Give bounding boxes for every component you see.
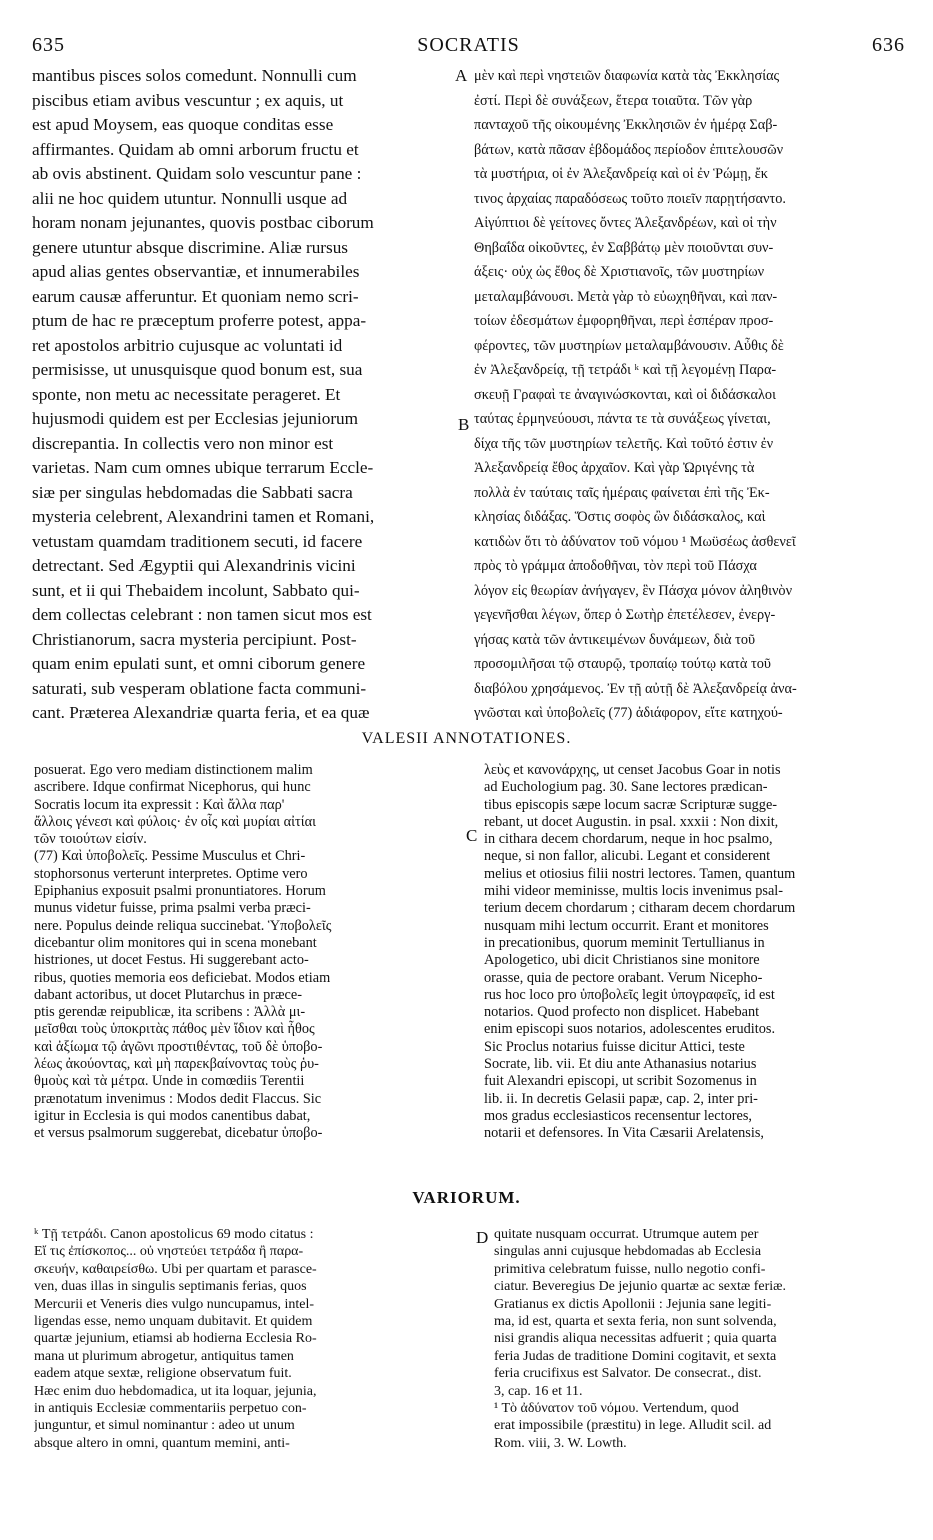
text-line: Θηβαΐδα οἰκοῦντες, ἐν Σαββάτῳ μὲν ποιοῦνται συν- <box>474 239 774 256</box>
text-line: Christianorum, sacra mysteria percipiunt. Post- <box>32 629 357 649</box>
text-line: histriones, ut docet Festus. Hi suggerebant acto- <box>34 952 309 969</box>
text-line: σκευήν, καθαιρείσθω. Ubi per quartam et parasce- <box>34 1261 317 1277</box>
text-line: dabant actoribus, ut docet Plutarchus in præce- <box>34 986 302 1003</box>
text-line: lib. ii. In decretis Gelasii papæ, cap. 2, inter pri- <box>484 1090 758 1107</box>
text-line: fuit Alexandri episcopi, ut scribit Sozomenus in <box>484 1073 757 1090</box>
text-line: est apud Moysem, eas quoque conditas esse <box>32 115 334 134</box>
text-line: γεγενῆσθαι λέγων, ὅπερ ὁ Σωτὴρ ἐπετέλεσεν, ἐνεργ- <box>474 607 776 623</box>
text-line: Αἰγύπτιοι δὲ γείτονες ὄντες Ἀλεξανδρέων, καὶ οἱ τὴν <box>474 215 777 231</box>
text-line: eadem atque sextæ, religione observatum fuit. <box>34 1366 292 1382</box>
text-line: βάτων, κατὰ πᾶσαν ἑβδομάδος περίοδον ἐπιτελουσῶν <box>474 141 784 158</box>
latin-text-column <box>32 64 462 726</box>
text-line: Rom. viii, 3. W. Lowth. <box>494 1435 627 1451</box>
text-line: nisi grandis aliqua necessitas adfuerit ; quia quarta <box>494 1331 777 1347</box>
text-line: dicebantur olim monitores qui in scena monebant <box>34 934 317 951</box>
text-line: erat impossibile (præstitu) in lege. Alludit scil. ad <box>494 1418 772 1434</box>
margin-marker-c: C <box>466 826 478 845</box>
text-line: stophorsonus verterunt interpretes. Optime vero <box>34 865 308 882</box>
text-line: ᵏ Τῇ τετράδι. Canon apostolicus 69 modo citatus : <box>34 1227 314 1242</box>
text-line: ταύτας ἑρμηνεύουσι, πάντα τε τὰ συνάξεως γίνεται, <box>474 411 771 427</box>
text-line: piscibus etiam avibus vescuntur ; ex aquis, ut <box>32 90 344 110</box>
text-line: permisisse, ut unusquisque quod bonum est, sua <box>32 360 363 379</box>
text-line: sponte, non metu ac necessitate perageret. Et <box>32 384 341 404</box>
text-line: saturati, sub vesperam oblatione facta communi- <box>32 678 367 698</box>
text-line: γνῶσται καὶ ὑποβολεῖς (77) ἀδιάφορον, εἴτε κατηχού- <box>474 705 783 721</box>
running-title: SOCRATIS <box>417 34 520 56</box>
text-line: ligendas esse, nemo unquam dubitavit. Et quidem <box>34 1314 313 1330</box>
text-line: quam enim epulati sunt, et omni ciborum genere <box>32 654 366 673</box>
text-line: Epiphanius exposuit psalmi pronuntiatores. Horum <box>34 883 326 900</box>
text-line: τοίων ἐδεσμάτων ἐμφορηθῆναι, περὶ ἑσπέραν προσ- <box>474 313 774 329</box>
text-line: feria crucifixus est Salvator. De consecrat., dist. <box>494 1366 762 1382</box>
text-line: Hæc enim duo hebdomadica, ut ita loquar, jejunia, <box>34 1383 317 1399</box>
page-number-right: 636 <box>872 34 905 56</box>
variorum-notes-left <box>34 1226 470 1452</box>
text-line: junguntur, et simul nominantur : adeo ut unum <box>34 1418 295 1434</box>
text-line: nusquam mihi lectum occurrit. Erant et monitores <box>484 917 769 934</box>
text-line: sunt, et ii qui Thebaidem incolunt, Sabbato qui- <box>32 580 360 600</box>
text-line: ad Euchologium pag. 30. Sane lectores prædican- <box>484 779 768 796</box>
text-line: posuerat. Ego vero mediam distinctionem malim <box>34 762 313 778</box>
text-line: rebant, ut docet Augustin. in psal. xxxii : Non dixit, <box>484 813 779 830</box>
text-line: μεταλαμβάνουσι. Μετὰ γὰρ τὸ εὐωχηθῆναι, καὶ παν- <box>474 288 778 305</box>
variorum-notes-right <box>494 1226 904 1452</box>
text-line: κλησίας διδάξας. Ὅστις σοφὸς ὢν διδάσκαλος, καὶ <box>474 509 766 525</box>
text-line: alii ne hoc quidem utuntur. Nonnulli usque ad <box>32 188 348 208</box>
text-line: Ἀλεξανδρείᾳ ἔθος ἀρχαῖον. Καὶ γὰρ Ὠριγένης τὰ <box>474 460 755 476</box>
valesii-annotations-heading: VALESII ANNOTATIONES. <box>361 730 572 747</box>
text-line: feria Judas de traditione Domini cogitavit, et sexta <box>494 1348 777 1364</box>
text-line: cant. Præterea Alexandriæ quarta feria, et ea quæ <box>32 703 370 722</box>
text-line: ribus, quoties memoria eos deficiebat. Modos etiam <box>34 969 331 986</box>
text-line: prænotatum invenimus : Modos dedit Flaccus. Sic <box>34 1090 322 1107</box>
text-line: neque, si non fallor, alicubi. Legant et considerent <box>484 848 771 865</box>
text-line: apud alias gentes observantiæ, et innumerabiles <box>32 262 360 281</box>
text-line: varietas. Nam cum omnes ubique terrarum Eccle- <box>32 458 374 477</box>
text-line: ἄλλοις γένεσι καὶ φύλοις· ἐν οἷς καὶ μυρίαι αἰτίαι <box>34 813 316 830</box>
text-line: τὰ μυστήρια, οἱ ἐν Ἀλεξανδρείᾳ καὶ οἱ ἐν Ῥώμῃ, ἔκ <box>474 166 768 182</box>
text-line: ciatur. Beveregius De jejunio quartæ ac sextæ feriæ. <box>494 1279 786 1295</box>
text-line: δίχα τῆς τῶν μυστηρίων τελετῆς. Καὶ τοῦτό ἐστιν ἐν <box>474 435 774 452</box>
text-line: ἐστί. Περὶ δὲ συνάξεων, ἕτερα τοιαῦτα. Τῶν γὰρ <box>474 92 753 109</box>
margin-marker-a: A <box>455 66 468 85</box>
margin-marker-d: D <box>476 1228 489 1247</box>
text-line: Gratianus ex dictis Apollonii : Jejunia sane legiti- <box>494 1296 772 1312</box>
text-line: terium decem chordarum ; citharam decem chordarum <box>484 900 796 917</box>
text-line: Socrate, lib. vii. Et diu ante Athanasius notarius <box>484 1056 757 1073</box>
text-line: in precationibus, quorum meminit Tertullianus in <box>484 934 765 951</box>
text-line: mana ut plurimum abrogetur, antiquitus tamen <box>34 1348 294 1364</box>
text-line: orasse, quia de pectore orabant. Verum Nicepho- <box>484 969 763 986</box>
text-line: siæ per singulas hebdomadas die Sabbati sacra <box>32 482 353 502</box>
text-line: hujusmodi quidem est per Ecclesias jejuniorum <box>32 409 359 428</box>
text-line: primitiva celebratum fuisse, nullo negotio confi- <box>494 1261 766 1277</box>
text-line: quartæ jejunium, etiamsi ab hodierna Ecclesia Ro- <box>34 1331 317 1347</box>
text-line: πανταχοῦ τῆς οἰκουμένης Ἐκκλησιῶν ἐν ἡμέρᾳ Σαβ- <box>474 117 778 133</box>
text-line: λεὺς et κανονάρχης, ut censet Jacobus Goar in notis <box>484 762 781 778</box>
text-line: ptum de hac re præceptum proferre potest, appa- <box>32 311 367 330</box>
text-line: in cithara decem chordarum, neque in hoc psalmo, <box>484 831 773 848</box>
valesii-notes-right <box>484 762 902 1143</box>
text-line: ¹ Τὸ ἀδύνατον τοῦ νόμου. Vertendum, quod <box>494 1401 739 1417</box>
text-line: μὲν καὶ περὶ νηστειῶν διαφωνία κατὰ τὰς Ἐκκλησίας <box>474 68 780 84</box>
text-line: καὶ ἀξίωμα τῷ ἀγῶνι προστιθέντας, τοῦ δὲ ὑποβο- <box>34 1038 323 1055</box>
text-line: et versus psalmorum suggerebat, dicebatur ὑποβο- <box>34 1125 323 1142</box>
text-line: τῶν τοιούτων εἰσίν. <box>34 831 147 848</box>
text-line: vetustam quamdam traditionem secuti, id facere <box>32 531 363 551</box>
text-line: mos gradus ecclesiasticos recensentur lectores, <box>484 1107 752 1124</box>
text-line: enim episcopi suos notarios, adolescentes eruditos. <box>484 1021 776 1038</box>
text-line: rus hoc loco pro ὑποβολεῖς legit ὑπογραφεῖς, id est <box>484 986 775 1003</box>
text-line: igitur in Ecclesia is qui modos canentibus dabat, <box>34 1107 311 1124</box>
greek-text-column <box>474 64 914 726</box>
text-line: λέως ἀκούοντας, καὶ μὴ παρεκβαίνοντας τοὺς ῥυ- <box>34 1056 319 1073</box>
text-line: in antiquis Ecclesiæ commentariis perpetuo con- <box>34 1401 307 1417</box>
text-line: notarii et defensores. In Vita Cæsarii Arelatensis, <box>484 1125 764 1142</box>
text-line: melius et otiosius filii nostri lectores. Tamen, quantum <box>484 865 796 882</box>
text-line: mihi videor meminisse, multis locis invenimus psal- <box>484 883 784 900</box>
text-line: genere utuntur absque discrimine. Aliæ rursus <box>32 237 348 257</box>
text-line: μεῖσθαι τοὺς ὑποκριτὰς πάθος μὲν ἴδιον καὶ ἦθος <box>34 1021 315 1038</box>
page-number-left: 635 <box>32 34 65 56</box>
text-line: Sic Proclus notarius fuisse dicitur Attici, teste <box>484 1038 745 1055</box>
text-line: singulas anni cujusque hebdomadas ab Ecclesia <box>494 1244 762 1260</box>
text-line: τινος ἀρχαίας παραδόσεως τοῦτο ποιεῖν παρῃτήσαντο. <box>474 190 786 207</box>
text-line: tibus episcopis sæpe locum sacræ Scripturæ sugge- <box>484 796 778 813</box>
text-line: διαβόλου χρησάμενος. Ἐν τῇ αὐτῇ δὲ Ἀλεξανδρείᾳ ἀνα- <box>474 680 797 697</box>
variorum-heading: VARIORUM. <box>412 1188 521 1207</box>
text-line: horam nonam jejunantes, quovis postbac ciborum <box>32 213 374 232</box>
text-line: ab ovis abstinent. Quidam solo vescuntur pane : <box>32 164 362 183</box>
text-line: Mercurii et Veneris dies vulgo nuncupamus, intel- <box>34 1296 315 1312</box>
text-line: προσομιλῆσαι τῷ σταυρῷ, τροπαίῳ τούτῳ κατὰ τοῦ <box>474 656 771 672</box>
margin-marker-b: B <box>458 415 470 434</box>
text-line: munus videtur fuisse, prima psalmi verba præci- <box>34 900 311 917</box>
text-line: πρὸς τὸ γράμμα ἀποδοθῆναι, τὸν περὶ τοῦ Πάσχα <box>474 558 757 574</box>
text-line: quitate nusquam occurrat. Utrumque autem per <box>494 1227 759 1242</box>
text-line: φέροντες, τῶν μυστηρίων μεταλαμβάνουσιν. Αὖθις δὲ <box>474 337 784 354</box>
running-header <box>32 34 905 58</box>
text-line: 3, cap. 16 et 11. <box>494 1383 583 1399</box>
text-line: ma, id est, quarta et sexta feria, non sunt solvenda, <box>494 1314 777 1330</box>
text-line: mantibus pisces solos comedunt. Nonnulli cum <box>32 66 357 85</box>
text-line: ret apostolos arbitrio cujusque ac voluntati id <box>32 335 343 355</box>
text-line: earum causæ afferuntur. Et quoniam nemo scri- <box>32 286 359 306</box>
text-line: affirmantes. Quidam ab omni arborum fructu et <box>32 139 359 159</box>
text-line: λόγον εἰς θεωρίαν ἀνήγαγεν, ἓν Πάσχα μόνον ἀληθινὸν <box>474 582 793 599</box>
text-line: ven, duas illas in singulis septimanis ferias, quos <box>34 1279 307 1295</box>
text-line: (77) Καὶ ὑποβολεῖς. Pessime Musculus et Chri- <box>34 848 306 865</box>
valesii-notes-left <box>34 762 468 1143</box>
text-line: θμοὺς καὶ τὰ μέτρα. Unde in comœdiis Terentii <box>34 1073 305 1090</box>
text-line: detrectant. Sed Ægyptii qui Alexandrinis vicini <box>32 556 356 575</box>
text-line: άξεις· οὐχ ὡς ἔθος δὲ Χριστιανοῖς, τῶν μυστηρίων <box>474 264 765 280</box>
text-line: ptis gerendæ reipublicæ, ita scribens : Ἀλλὰ μι- <box>34 1004 306 1021</box>
text-line: absque altero in omni, quantum memini, anti- <box>34 1435 290 1451</box>
text-line: Socratis locum ita expressit : Καὶ ἄλλα παρ' <box>34 796 285 813</box>
text-line: nere. Populus deinde reliqua succinebat. Ὑποβολεῖς <box>34 917 332 934</box>
text-line: notarios. Quod profecto non displicet. Habebant <box>484 1004 760 1021</box>
text-line: Εἴ τις ἐπίσκοπος... οὐ νηστεύει τετράδα ἢ παρα- <box>34 1244 304 1260</box>
text-line: ἐν Ἀλεξανδρείᾳ, τῇ τετράδι ᵏ καὶ τῇ λεγομένῃ Παρα- <box>474 362 777 378</box>
text-line: mysteria celebrent, Alexandrini tamen et Romani, <box>32 507 375 526</box>
text-line: σκευῇ Γραφαὶ τε ἀναγινώσκονται, καὶ οἱ διδάσκαλοι <box>474 386 776 403</box>
text-line: dem collectas celebrant : non tamen sicut mos est <box>32 605 372 624</box>
text-line: ascribere. Idque confirmat Nicephorus, qui hunc <box>34 779 311 796</box>
text-line: πολλὰ ἐν ταύταις ταῖς ἡμέραις φαίνεται ἐπὶ τῆς Ἐκ- <box>474 484 770 501</box>
text-line: Apologetico, ubi dicit Christianos sine monitore <box>484 952 760 969</box>
text-line: discrepantia. In collectis vero non minor est <box>32 433 334 453</box>
text-line: κατιδὼν ὅτι τὸ ἀδύνατον τοῦ νόμου ¹ Μωϋσέως ἀσθενεῖ <box>474 533 796 550</box>
text-line: γήσας κατὰ τῶν ἀντικειμένων δυνάμεων, διὰ τοῦ <box>474 631 756 648</box>
